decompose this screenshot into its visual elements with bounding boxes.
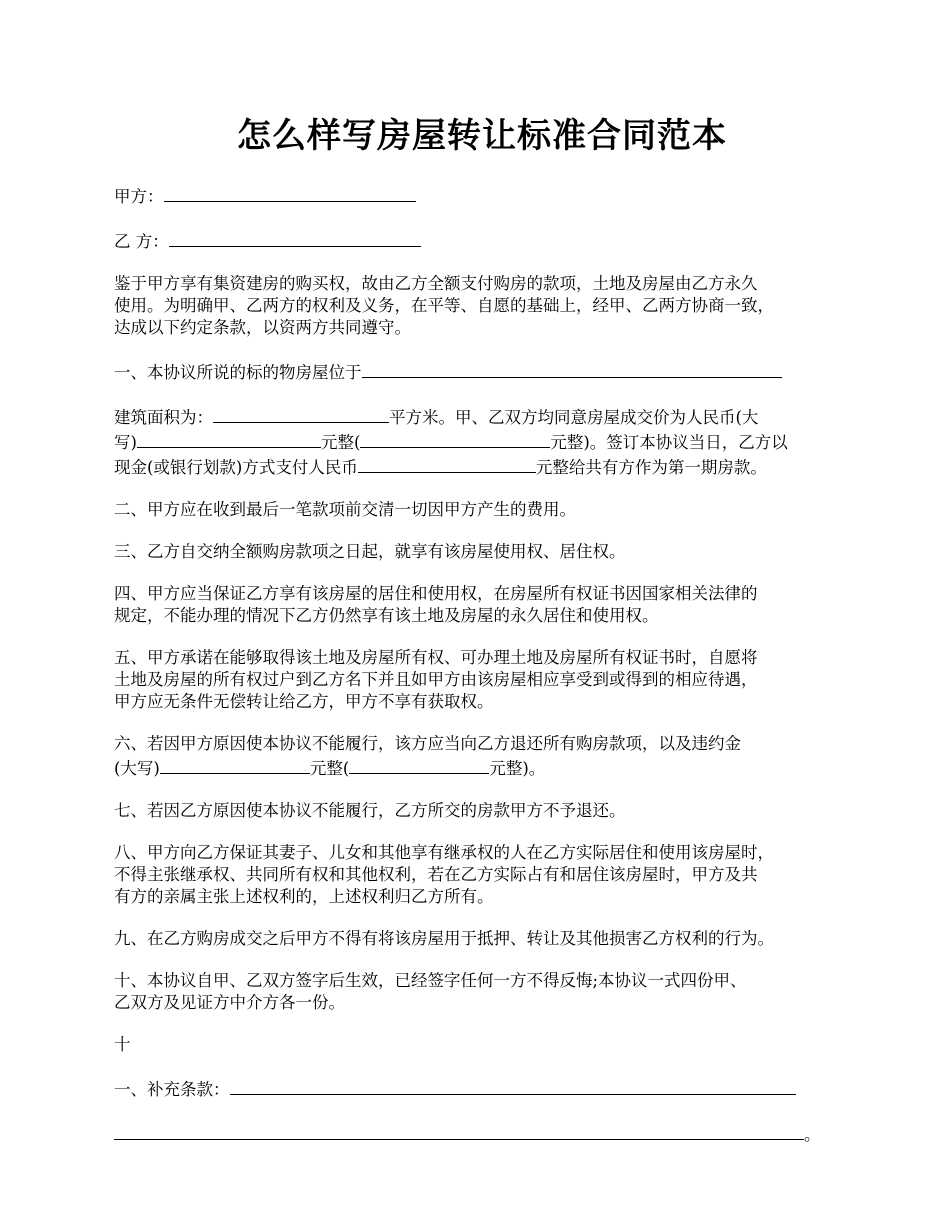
supplementary-line-2 [114,1121,850,1146]
paragraph-line [114,404,850,429]
paragraph-line: 四、甲方应当保证乙方享有该房屋的居住和使用权，在房屋所有权证书因国家相关法律的 [114,584,758,603]
document-title: 怎么样写房屋转让标准合同范本 [237,116,727,156]
price-text: 元整( [320,433,361,452]
paragraph-line: 土地及房屋的所有权过户到乙方名下并且如甲方由该房屋相应享受到或得到的相应待遇， [114,670,758,689]
paragraph-line [114,454,850,479]
party-b-line [114,228,850,253]
clause-11 [114,1076,850,1101]
penalty-number-blank[interactable] [349,755,489,774]
paragraph-line: 鉴于甲方享有集资建房的购买权，故由乙方全额支付购房的款项，土地及房屋由乙方永久 [114,274,758,293]
clause-11-head: 十 [114,1035,131,1054]
first-payment-text: 元整给共有方作为第一期房款。 [535,458,767,477]
party-b-label: 乙 方： [114,232,169,251]
area-blank[interactable] [213,404,389,423]
paragraph-line: 不得主张继承权、共同所有权和其他权利，若在乙方实际占有和居住该房屋时，甲方及共 [114,865,758,884]
paragraph-line: 使用。为明确甲、乙两方的权利及义务，在平等、自愿的基础上，经甲、乙两方协商一致， [114,296,774,315]
penalty-text: 元整( [309,759,350,778]
area-unit-text: 平方米。甲、乙双方均同意房屋成交价为人民币(大 [389,408,759,427]
clause-4 [114,583,850,627]
property-location-blank[interactable] [362,359,782,378]
supplementary-label: 一、补充条款： [114,1080,230,1099]
paragraph-line: 规定，不能办理的情况下乙方仍然享有该土地及房屋的永久居住和使用权。 [114,606,659,625]
preamble-paragraph [114,273,850,339]
paragraph-line: 有方的亲属主张上述权利的，上述权利归乙方所有。 [114,887,494,906]
supplementary-blank-2[interactable] [114,1121,804,1140]
clause-7: 七、若因乙方原因使本协议不能履行，乙方所交的房款甲方不予退还。 [114,801,626,820]
clause-6 [114,733,850,780]
paragraph-line [114,755,850,780]
party-a-label: 甲方： [114,187,164,206]
clause-8 [114,842,850,908]
penalty-uppercase-blank[interactable] [160,755,310,774]
first-payment-blank[interactable] [358,454,536,473]
price-text: 元整)。签订本协议当日，乙方以 [550,433,788,452]
paragraph-line [114,429,850,454]
paragraph-line: 六、若因甲方原因使本协议不能履行，该方应当向乙方退还所有购房款项，以及违约金 [114,734,741,753]
penalty-text: 元整)。 [489,759,546,778]
party-a-line [114,183,850,208]
paragraph-line: 十、本协议自甲、乙双方签字后生效，已经签字任何一方不得反悔;本协议一式四份甲、 [114,971,747,990]
supplementary-blank[interactable] [230,1076,796,1095]
clause-1 [114,359,850,384]
final-period: 。 [804,1125,821,1144]
party-b-blank[interactable] [169,228,421,247]
clause-10 [114,970,850,1014]
paragraph-line: 八、甲方向乙方保证其妻子、儿女和其他享有继承权的人在乙方实际居住和使用该房屋时， [114,843,774,862]
clause-2: 二、甲方应在收到最后一笔款项前交清一切因甲方产生的费用。 [114,500,576,519]
clause-9: 九、在乙方购房成交之后甲方不得有将该房屋用于抵押、转让及其他损害乙方权利的行为。 [114,929,774,948]
price-number-blank[interactable] [360,429,550,448]
penalty-label: (大写) [114,759,160,778]
clause-1-text: 一、本协议所说的标的物房屋位于 [114,363,362,382]
price-uppercase-blank[interactable] [137,429,321,448]
price-label: 写) [114,433,137,452]
area-label: 建筑面积为： [114,408,213,427]
paragraph-line: 五、甲方承诺在能够取得该土地及房屋所有权、可办理土地及房屋所有权证书时，自愿将 [114,648,758,667]
paragraph-line: 甲方应无条件无偿转让给乙方，甲方不享有获取权。 [114,692,494,711]
area-price-paragraph [114,404,850,479]
clause-5 [114,647,850,713]
party-a-blank[interactable] [164,183,416,202]
clause-3: 三、乙方自交纳全额购房款项之日起，就享有该房屋使用权、居住权。 [114,542,626,561]
paragraph-line: 乙双方及见证方中介方各一份。 [114,993,345,1012]
paragraph-line: 达成以下约定条款，以资两方共同遵守。 [114,318,411,337]
first-payment-label: 现金(或银行划款)方式支付人民币 [114,458,358,477]
